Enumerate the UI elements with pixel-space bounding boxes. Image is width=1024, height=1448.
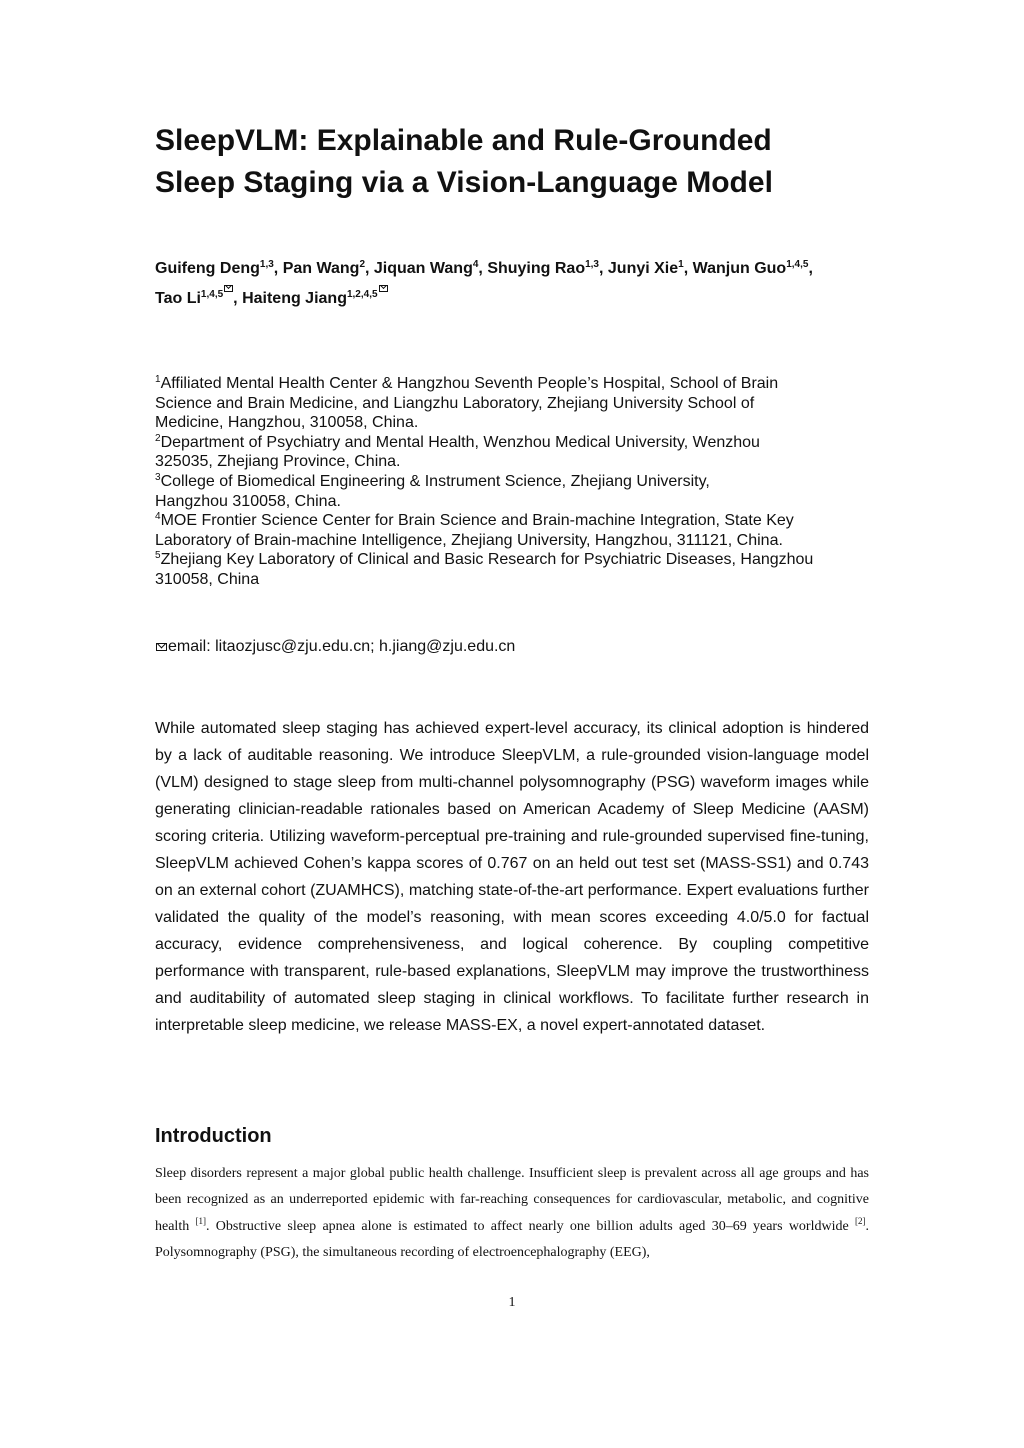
affiliation-number: 2 <box>155 432 161 444</box>
author-affiliation-sup: 1,2,4,5 <box>347 289 388 300</box>
affiliation-number: 3 <box>155 471 161 483</box>
affiliation-1: $^1$Affiliated Mental Health Center & Hangzhou Seventh People’s Hospital, School of Brain Science and Brain Medicine, and Liangzhu Laboratory, Zhejiang University School of Medicine, Hangzhou, 310058, China. <box>155 374 779 432</box>
author-affiliation-sup: 1 <box>678 259 684 270</box>
page-number: 1 <box>508 1295 516 1310</box>
author-affiliation-sup: 4 <box>472 259 479 270</box>
paper-page <box>155 120 869 1281</box>
mail-icon <box>156 643 167 651</box>
introduction-paragraph: Sleep disorders represent a major global public health challenge. Insufficient sleep is prevalent across all age groups and has been recognized as an underreported epidemic with far-reaching consequences for cardiovascular, metabolic, and cognitive health [1]. Obstructive sleep apnea alone is estimated to affect nearly one billion adults aged 30–69 years worldwide [2]. Polysomnography (PSG), the simultaneous recording of electroencephalography (EEG), <box>155 1165 869 1261</box>
citation-ref[interactable]: [1] <box>195 1215 206 1226</box>
affiliation-3: $^3$College of Biomedical Engineering & Instrument Science, Zhejiang University, Hangzhou 310058, China. <box>155 471 710 510</box>
abstract: While automated sleep staging has achieved expert-level accuracy, its clinical adoption is hindered by a lack of auditable reasoning. We introduce SleepVLM, a rule-grounded vision-language model (VLM) designed to stage sleep from multi-channel polysomnography (PSG) waveform images while generating clinician-readable rationales based on American Academy of Sleep Medicine (AASM) scoring criteria. Utilizing waveform-perceptual pre-training and rule-grounded supervised fine-tuning, SleepVLM achieved Cohen’s kappa scores of 0.767 on an held out test set (MASS-SS1) and 0.743 on an external cohort (ZUAMHCS), matching state-of-the-art performance. Expert evaluations further validated the quality of the model’s reasoning, with mean scores exceeding 4.0/5.0 for factual accuracy, evidence comprehensiveness, and logical coherence. By coupling competitive performance with transparent, rule-based explanations, SleepVLM may improve the trustworthiness and auditability of automated sleep staging in clinical workflows. To facilitate further research in interpretable sleep medicine, we release MASS-EX, a novel expert-annotated dataset. <box>155 719 869 1034</box>
email-text: email: litaozjusc@zju.edu.cn; h.jiang@zju.edu.cn <box>168 637 516 655</box>
affiliation-list <box>155 374 869 590</box>
title-line: Sleep Staging via a Vision-Language Model <box>155 166 773 199</box>
author-name: Tao Li <box>155 290 201 307</box>
author-name: Junyi Xie <box>607 260 679 277</box>
affiliation-number: 1 <box>155 374 161 385</box>
author-name: Jiquan Wang <box>373 260 473 277</box>
corresponding-mail-icon <box>224 285 233 292</box>
author-affiliation-sup: 1,3 <box>259 259 274 270</box>
citation-ref[interactable]: [2] <box>855 1215 866 1226</box>
corresponding-email <box>155 637 869 657</box>
author-name: Guifeng Deng <box>155 260 260 277</box>
author-affiliation-sup: 1,3 <box>585 259 599 270</box>
author-name: Shuying Rao <box>487 260 586 277</box>
author-name: Pan Wang <box>282 260 360 277</box>
author-affiliation-sup: 2 <box>359 259 365 270</box>
corresponding-mail-icon <box>379 285 388 292</box>
author-name: Wanjun Guo <box>692 260 787 277</box>
affiliation-5: $^5$Zhejiang Key Laboratory of Clinical and Basic Research for Psychiatric Diseases, Hangzhou 310058, China <box>155 550 814 588</box>
paper-title <box>155 120 869 204</box>
author-list <box>155 254 869 314</box>
section-heading-introduction: Introduction <box>155 1124 272 1147</box>
author-affiliation-sup: 1,4,5 <box>201 289 233 300</box>
author-name: Haiteng Jiang <box>242 290 347 307</box>
affiliation-number: 5 <box>155 550 161 562</box>
author-line: Guifeng Deng$^{1,3}$, Pan Wang$^2$, Jiquan Wang$^4$, Shuying Rao$^{1,3}$, Junyi Xie$^1$, Wanjun Guo$^{1,4,5}$, <box>155 259 813 277</box>
author-affiliation-sup: 1,4,5 <box>786 259 809 270</box>
affiliation-4: $^4$MOE Frontier Science Center for Brain Science and Brain-machine Integration, State Key Laboratory of Brain-machine Intelligence, Zhejiang University, Hangzhou, 311121, China. <box>155 511 794 549</box>
author-line: Tao Li$^{1,4,5}$ , Haiteng Jiang$^{1,2,4,5}$ <box>155 284 869 314</box>
affiliation-number: 4 <box>155 511 161 523</box>
affiliation-2: $^2$Department of Psychiatry and Mental Health, Wenzhou Medical University, Wenzhou 325035, Zhejiang Province, China. <box>155 432 760 471</box>
title-line: SleepVLM: Explainable and Rule-Grounded <box>155 124 772 157</box>
